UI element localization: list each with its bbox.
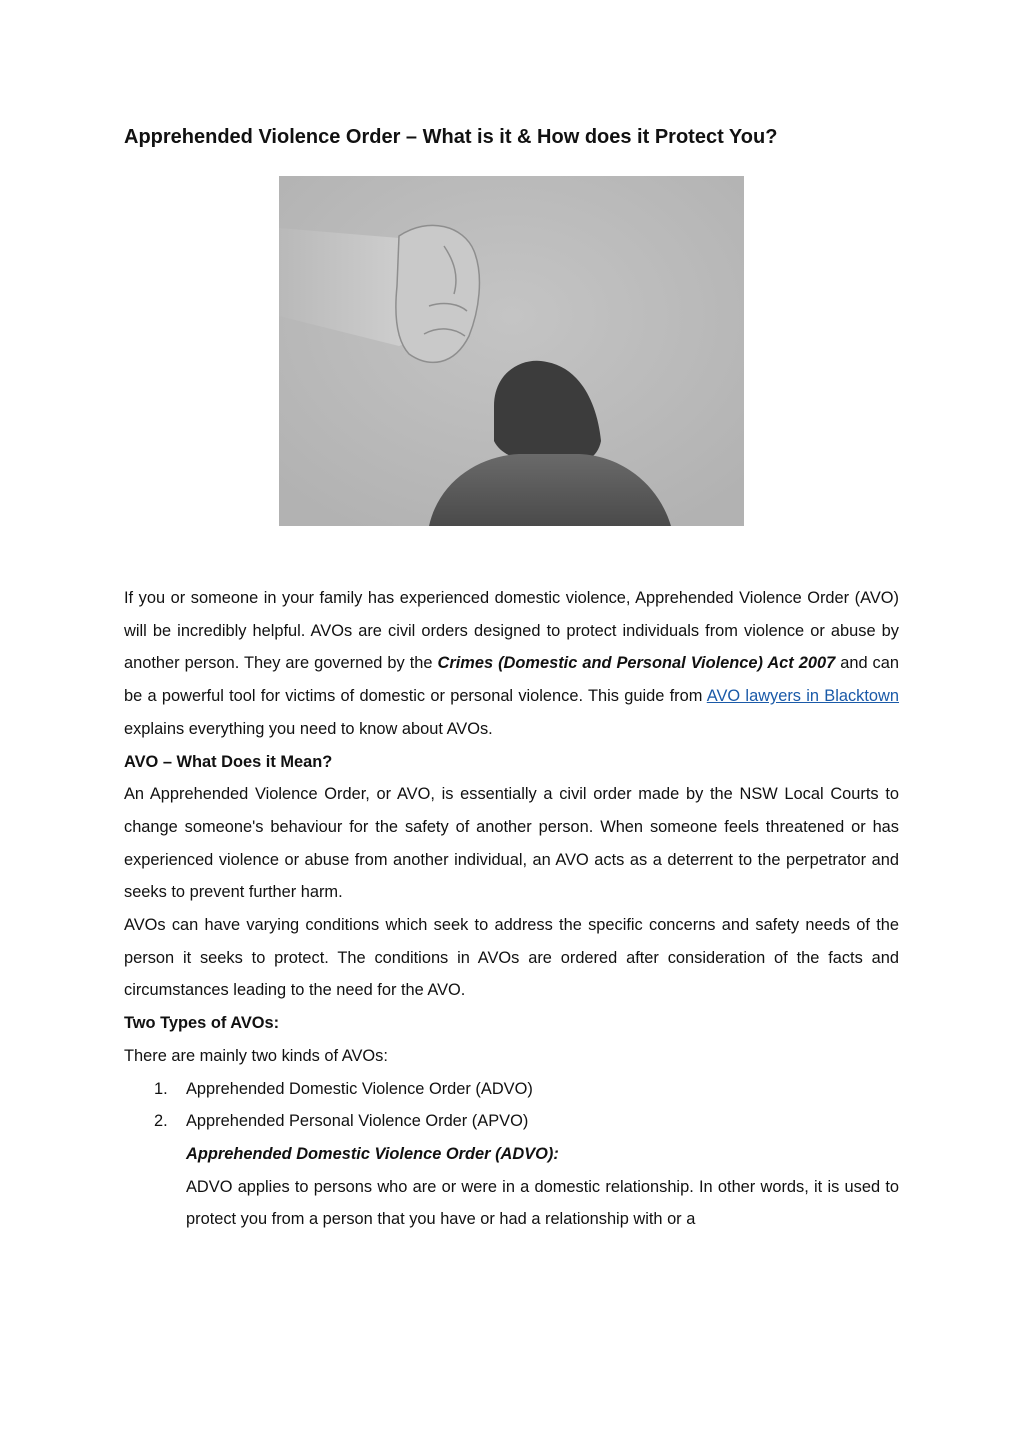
advo-subheading: Apprehended Domestic Violence Order (ADVO): [186, 1144, 559, 1163]
page-title: Apprehended Violence Order – What is it & How does it Protect You? [124, 126, 778, 148]
fist-and-person-illustration [279, 176, 744, 526]
article-body [124, 582, 899, 1236]
two-types-intro: There are mainly two kinds of AVOs: [124, 1046, 388, 1065]
list-item-text: Apprehended Domestic Violence Order (ADVO) [186, 1079, 533, 1098]
advo-paragraph: ADVO applies to persons who are or were in a domestic relationship. In other words, it is used to protect you from a person that you have or had a relationship with or a [186, 1177, 899, 1229]
list-number: 2. [154, 1112, 168, 1131]
article-photo [279, 176, 744, 526]
act-name: Crimes (Domestic and Personal Violence) Act 2007 [437, 654, 836, 673]
intro-text-3: explains everything you need to know about AVOs. [124, 719, 493, 738]
section-heading-avo-meaning: AVO – What Does it Mean? [124, 752, 333, 771]
list-item-text: Apprehended Personal Violence Order (APVO) [186, 1112, 529, 1131]
list-item [124, 1073, 899, 1106]
advo-subsection [124, 1138, 899, 1236]
intro-text-2: and can be a powerful tool for victims of domestic or personal violence. This guide from [124, 654, 899, 706]
avo-meaning-paragraph-1: An Apprehended Violence Order, or AVO, is essentially a civil order made by the NSW Local Courts to change someone's behaviour for the safety of another person. When someone feels threatened or has experienced violence or abuse from another individual, an AVO acts as a deterrent to the perpetrator and seeks to prevent further harm. [124, 785, 899, 902]
intro-text-1: If you or someone in your family has experienced domestic violence, Apprehended Violence Order (AVO) will be incredibly helpful. AVOs are civil orders designed to protect individuals from violence or abuse by another person. They are governed by the [124, 589, 899, 673]
avo-types-list [124, 1073, 899, 1138]
intro-paragraph [124, 582, 899, 746]
list-item [124, 1105, 899, 1138]
avo-meaning-paragraph-2: AVOs can have varying conditions which seek to address the specific concerns and safety needs of the person it seeks to protect. The conditions in AVOs are ordered after consideration of the facts and circumstances leading to the need for the AVO. [124, 916, 899, 1000]
section-heading-two-types: Two Types of AVOs: [124, 1014, 280, 1033]
avo-lawyers-link[interactable]: AVO lawyers in Blacktown [706, 687, 899, 706]
list-number: 1. [154, 1079, 168, 1098]
